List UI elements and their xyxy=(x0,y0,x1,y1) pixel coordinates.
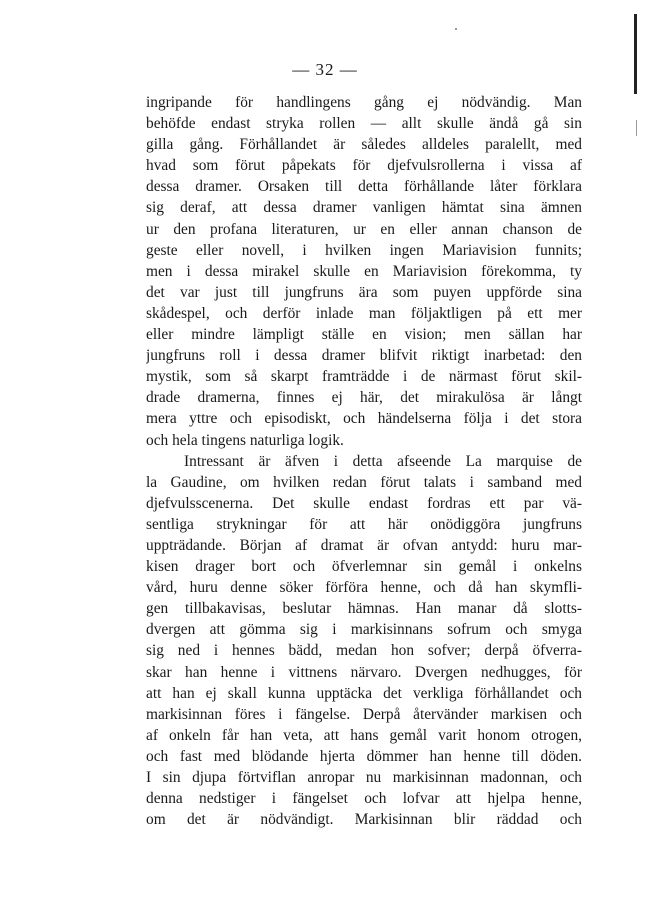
text-line: kisen drager bort och öfverlemnar sin gemål i onkelns xyxy=(146,558,582,576)
text-line: drade dramerna, finnes ej här, det mirakulösa är långt xyxy=(146,389,582,407)
scan-speck xyxy=(455,28,457,30)
text-line: ur den profana literaturen, ur en eller annan chanson de xyxy=(146,220,582,238)
text-line: gilla gång. Förhållandet är således alldeles paralellt, med xyxy=(146,136,582,154)
text-line: skådespel, och derför inlade man följaktligen på ett mer xyxy=(146,304,582,322)
page-number: — 32 — xyxy=(292,60,358,79)
text-line: men i dessa mirakel skulle en Mariavision förekomma, ty xyxy=(146,262,582,280)
text-line: djefvulsscenerna. Det skulle endast fordras ett par vä- xyxy=(146,494,582,512)
text-line: geste eller novell, i hvilken ingen Mariavision funnits; xyxy=(146,241,582,259)
text-line: dessa dramer. Orsaken till detta förhållande låter förklara xyxy=(146,178,582,196)
text-line: markisinnan föres i fängelse. Derpå återvänder markisen och xyxy=(146,705,582,723)
text-line: sentliga strykningar för att här onödiggöra jungfruns xyxy=(146,515,582,533)
scan-edge-mark-faint xyxy=(636,120,637,136)
text-line: om det är nödvändigt. Markisinnan blir räddad och xyxy=(146,811,582,829)
text-line: mera yttre och episodiskt, och händelserna följa i det stora xyxy=(146,410,582,428)
text-line: hvad som förut påpekats för djefvulsrollerna i vissa af xyxy=(146,157,582,175)
body-text xyxy=(146,92,582,830)
text-line: sig ned i hennes bädd, medan hon sofver; derpå öfverra- xyxy=(146,642,582,660)
text-line: vård, huru denne söker förföra henne, och då han skymfli- xyxy=(146,579,582,597)
text-line: I sin djupa förtviflan anropar nu markisinnan madonnan, och xyxy=(146,769,582,786)
text-line: dvergen att gömma sig i markisinnans sofrum och smyga xyxy=(146,621,582,639)
text-line: och fast med blödande hjerta dömmer han henne till döden. xyxy=(146,747,582,765)
text-line: och hela tingens naturliga logik. xyxy=(146,431,344,449)
text-line: det var just till jungfruns ära som puyen uppförde sina xyxy=(146,283,582,301)
text-line: behöfde endast stryka rollen — allt skulle ändå gå sin xyxy=(146,115,582,133)
scan-edge-mark xyxy=(634,14,637,94)
text-line: skar han henne i vittnens närvaro. Dvergen nedhugges, för xyxy=(146,663,582,681)
text-line: jungfruns roll i dessa dramer blifvit riktigt inarbetad: den xyxy=(146,347,582,365)
text-line: eller mindre lämpligt ställe en vision; men sällan har xyxy=(146,326,582,344)
text-line: af onkeln får han veta, att hans gemål varit honom otrogen, xyxy=(146,726,582,744)
text-line: mystik, som så skarpt framträdde i de närmast förut skil- xyxy=(146,368,582,386)
text-line: Intressant är äfven i detta afseende La marquise de xyxy=(184,452,582,470)
text-line: gen tillbakavisas, beslutar hämnas. Han manar då slotts- xyxy=(146,600,582,618)
text-line: sig deraf, att dessa dramer vanligen hämtat sina ämnen xyxy=(146,199,582,217)
text-line: uppträdande. Början af dramat är ofvan antydd: huru mar- xyxy=(146,536,582,554)
text-line: att han ej skall kunna upptäcka det verkliga förhållandet och xyxy=(146,684,582,702)
text-line: denna nedstiger i fängelset och lofvar att hjelpa henne, xyxy=(146,790,582,808)
text-line: la Gaudine, om hvilken redan förut talats i samband med xyxy=(146,473,582,491)
text-line: ingripande för handlingens gång ej nödvändig. Man xyxy=(146,94,582,111)
